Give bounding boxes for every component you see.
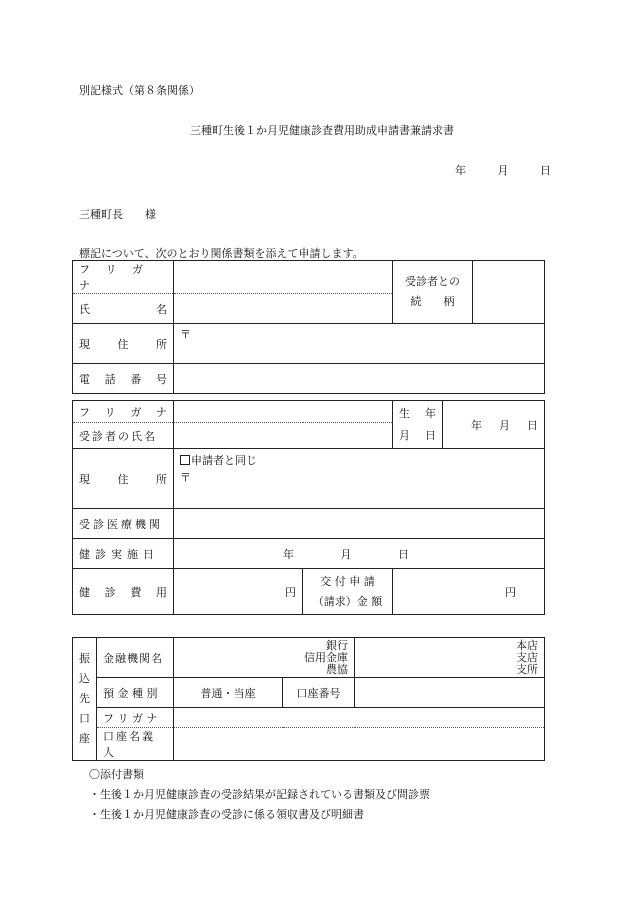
- birth-label-char: 年: [425, 406, 436, 420]
- applicant-furigana-label: フ リ ガ ナ: [73, 261, 174, 294]
- account-holder-field[interactable]: [174, 728, 545, 761]
- applicant-address-label: [73, 324, 174, 364]
- address-label-char: 所: [156, 337, 167, 351]
- patient-address-field[interactable]: [174, 449, 545, 509]
- applicant-furigana-field[interactable]: [174, 261, 393, 294]
- patient-table: [72, 400, 545, 615]
- address-label-char: 現: [79, 337, 90, 351]
- phone-label-char: 話: [104, 372, 116, 386]
- form-title: 三種町生後１か月児健康診査費用助成申請書兼請求書: [190, 124, 454, 137]
- holder-furigana-label: フ リ ガ ナ: [97, 708, 174, 728]
- account-holder-label: 口座名義人: [97, 728, 174, 761]
- patient-furigana-field[interactable]: [174, 401, 393, 423]
- intro-text: 標記について、次のとおり関係書類を添えて申請します。: [79, 247, 364, 260]
- grant-label-line2: （請求）金 額: [312, 594, 383, 608]
- name-label-char-2: 名: [156, 302, 167, 316]
- address-label-char: 住: [117, 472, 129, 486]
- address-label-char: 現: [79, 472, 90, 486]
- side-label-char: 振: [79, 652, 90, 665]
- birth-label: [393, 401, 443, 449]
- exam-day: 日: [398, 547, 409, 561]
- branch-type: 支所: [516, 662, 538, 676]
- attachment-item: ・生後１か月児健康診査の受診結果が記録されている書類及び問診票: [89, 788, 430, 801]
- relation-label: [393, 261, 473, 324]
- attachments-heading: 〇添付書類: [89, 768, 144, 781]
- institution-field[interactable]: [174, 638, 355, 678]
- exam-date-field[interactable]: [174, 539, 545, 569]
- side-label-char: 座: [79, 732, 90, 745]
- bank-table: [72, 637, 545, 761]
- birth-label-char: 月: [399, 428, 410, 442]
- institution-label: 金融機関名: [97, 638, 174, 678]
- birth-date-field[interactable]: [443, 401, 545, 449]
- postal-mark: 〒: [180, 328, 191, 341]
- exam-fee-field[interactable]: [174, 569, 303, 615]
- checkbox-icon[interactable]: [180, 455, 190, 465]
- birth-day: 日: [527, 418, 538, 432]
- fee-label-char: 健: [79, 585, 90, 599]
- grant-amount-field[interactable]: [393, 569, 545, 615]
- birth-year: 年: [471, 418, 482, 432]
- birth-label-char: 日: [425, 428, 436, 442]
- branch-field[interactable]: [355, 638, 545, 678]
- postal-mark: 〒: [180, 471, 191, 484]
- relation-label-line1: 受診者との: [405, 275, 460, 288]
- same-as-applicant-label: 申請者と同じ: [191, 454, 257, 467]
- clinic-label: 受診医療機関: [73, 509, 174, 539]
- applicant-name-field[interactable]: [174, 294, 393, 324]
- holder-furigana-field[interactable]: [174, 708, 545, 728]
- phone-label-char: 電: [79, 372, 90, 386]
- furigana-char: リ: [104, 405, 116, 419]
- account-number-label: 口座番号: [283, 678, 355, 708]
- applicant-phone-field[interactable]: [174, 364, 545, 394]
- exam-month: 月: [340, 547, 352, 561]
- deposit-type-label: 預 金 種 別: [97, 678, 174, 708]
- same-as-applicant-option[interactable]: [180, 452, 538, 469]
- fee-label-char: 用: [155, 585, 167, 599]
- patient-name-field[interactable]: [174, 423, 393, 449]
- phone-label-char: 号: [155, 372, 167, 386]
- institution-type: 農協: [326, 662, 348, 676]
- furigana-char: フ: [79, 405, 90, 419]
- patient-furigana-label: [73, 401, 174, 423]
- exam-date-label: 健診実施日: [73, 539, 174, 569]
- branch-type: 支店: [516, 650, 538, 664]
- submission-date: [455, 162, 551, 178]
- date-day: 日: [540, 164, 551, 177]
- deposit-type-field[interactable]: 普通・当座: [174, 678, 283, 708]
- grant-label-line1: 交 付 申 請: [320, 574, 375, 588]
- institution-type: 信用金庫: [304, 650, 348, 664]
- attachment-item: ・生後１か月児健康診査の受診に係る領収書及び明細書: [89, 808, 364, 821]
- name-label-char-1: 氏: [79, 302, 90, 316]
- birth-label-char: 生: [399, 406, 410, 420]
- applicant-address-field[interactable]: [174, 324, 545, 364]
- institution-type: 銀行: [326, 638, 348, 652]
- address-label-char: 住: [117, 337, 129, 351]
- birth-month: 月: [499, 418, 510, 432]
- grant-amount-label: [303, 569, 393, 615]
- account-number-field[interactable]: [355, 678, 545, 708]
- bank-side-label: [73, 638, 97, 761]
- relation-label-line2: 続 柄: [410, 295, 455, 308]
- fee-label-char: 診: [104, 585, 116, 599]
- exam-fee-label: [73, 569, 174, 615]
- applicant-table: [72, 260, 545, 394]
- side-label-char: 口: [79, 712, 90, 725]
- branch-type: 本店: [516, 638, 538, 652]
- clinic-field[interactable]: [174, 509, 545, 539]
- applicant-phone-label: [73, 364, 174, 394]
- relation-field[interactable]: [473, 261, 545, 324]
- date-year: 年: [455, 164, 466, 177]
- date-month: 月: [497, 164, 509, 177]
- yen-unit: 円: [285, 585, 296, 599]
- addressee: 三種町長 様: [79, 208, 156, 221]
- applicant-name-label: [73, 294, 174, 324]
- side-label-char: 込: [79, 672, 90, 685]
- patient-address-label: [73, 449, 174, 509]
- phone-label-char: 番: [130, 372, 142, 386]
- yen-unit: 円: [505, 585, 516, 599]
- furigana-char: ナ: [155, 405, 167, 419]
- exam-year: 年: [283, 547, 294, 561]
- address-label-char: 所: [156, 472, 167, 486]
- form-number: 別記様式（第８条関係）: [79, 84, 200, 97]
- side-label-char: 先: [79, 692, 90, 705]
- furigana-char: ガ: [130, 405, 142, 419]
- patient-name-label: 受診者の氏名: [73, 423, 174, 449]
- fee-label-char: 費: [130, 585, 142, 599]
